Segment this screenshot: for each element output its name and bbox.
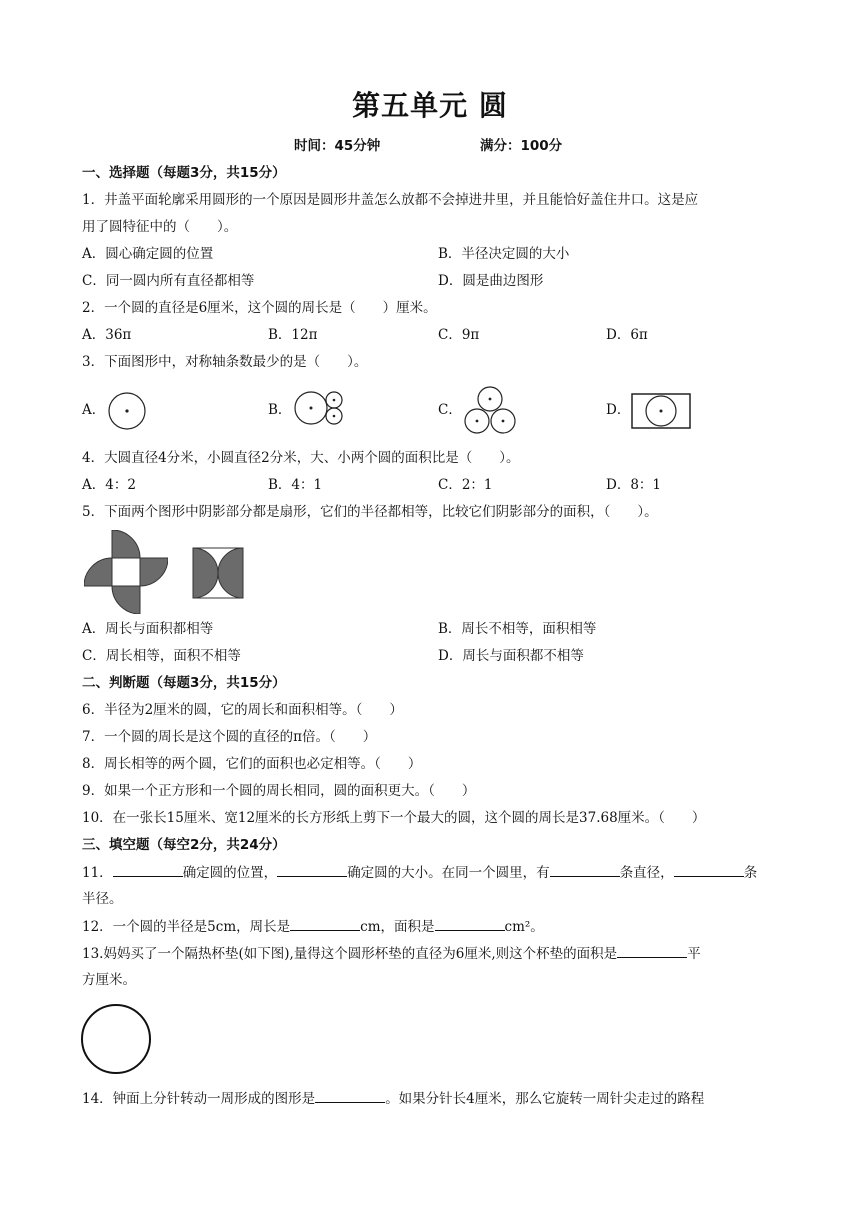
page-title: 第五单元 圆: [352, 89, 508, 122]
q5-option-b: B．周长不相等，面积相等: [438, 621, 597, 637]
q12: [82, 916, 544, 937]
answer-blank[interactable]: [674, 862, 744, 877]
q2-option-d: D．6π: [606, 327, 648, 343]
q3-option-b: B．: [268, 402, 292, 418]
q11-text-4: 条: [743, 865, 758, 881]
q12-text-0: 12．一个圆的半径是5cm，周长是: [82, 919, 291, 935]
q13-line1: [82, 943, 701, 964]
q13-text-1: 平: [687, 946, 701, 962]
q1-option-c: C．同一圆内所有直径都相等: [82, 273, 255, 289]
answer-blank[interactable]: [617, 943, 687, 958]
q5-figure-square-half-circles: [190, 546, 246, 600]
q1-option-d: D．圆是曲边图形: [438, 273, 544, 289]
answer-blank[interactable]: [113, 862, 183, 877]
q1-stem-line1: 1．井盖平面轮廓采用圆形的一个原因是圆形井盖怎么放都不会掉进井里，并且能恰好盖住井口。这是应: [82, 192, 699, 208]
q12-text-1: cm，面积是: [360, 919, 435, 935]
q1-option-a: A．圆心确定圆的位置: [82, 246, 214, 262]
q2-option-c: C．9π: [438, 327, 480, 343]
q3-option-d: D．: [606, 402, 631, 418]
q13-figure-coaster-circle: [78, 1002, 154, 1076]
q11-text-2: 确定圆的大小。在同一个圆里，有: [347, 865, 550, 881]
q1-stem-line2: 用了圆特征中的（ ）。: [82, 219, 238, 235]
q11-text-3: 条直径，: [619, 865, 674, 881]
q2-stem: 2．一个圆的直径是6厘米，这个圆的周长是（ ）厘米。: [82, 300, 437, 316]
q4-option-c: C．2：1: [438, 477, 493, 493]
q1-option-b: B．半径决定圆的大小: [438, 246, 570, 262]
answer-blank[interactable]: [277, 862, 347, 877]
q8: 8．周长相等的两个圆，它们的面积也必定相等。（ ）: [82, 756, 422, 772]
q11-number: 11．: [82, 865, 113, 881]
section-judge-heading: 二、判断题（每题3分，共15分）: [82, 675, 286, 691]
full-score: 满分：100分: [480, 138, 563, 154]
q13-text-0: 13.妈妈买了一个隔热杯垫(如下图),量得这个圆形杯垫的直径为6厘米,则这个杯垫的面积是: [82, 946, 618, 962]
q2-option-a: A．36π: [82, 327, 132, 343]
section-choice-heading: 一、选择题（每题3分，共15分）: [82, 165, 286, 181]
q12-text-2: cm²。: [504, 919, 544, 935]
q3-figure-d-circle-in-rectangle: [630, 392, 692, 430]
answer-blank[interactable]: [290, 916, 360, 931]
q5-option-c: C．周长相等，面积不相等: [82, 648, 241, 664]
q2-option-b: B．12π: [268, 327, 318, 343]
q3-stem: 3．下面图形中，对称轴条数最少的是（ ）。: [82, 354, 368, 370]
answer-blank[interactable]: [435, 916, 505, 931]
q13-line2: 方厘米。: [82, 972, 136, 988]
q3-figure-c-triangle-circles: [462, 384, 518, 436]
q5-option-d: D．周长与面积都不相等: [438, 648, 584, 664]
q11-line1: [82, 862, 757, 883]
q14-text-0: 14．钟面上分针转动一周形成的图形是: [82, 1091, 316, 1107]
q7: 7．一个圆的周长是这个圆的直径的π倍。（ ）: [82, 729, 377, 745]
q4-option-a: A．4：2: [82, 477, 136, 493]
q5-stem: 5．下面两个图形中阴影部分都是扇形，它们的半径都相等，比较它们阴影部分的面积，（ ）。: [82, 504, 658, 520]
q3-figure-b-three-circles: [292, 388, 348, 432]
q14-text-1: 。如果分针长4厘米，那么它旋转一周针尖走过的路程: [385, 1091, 705, 1107]
q5-figure-pinwheel-sectors: [84, 530, 168, 614]
q4-option-d: D．8：1: [606, 477, 662, 493]
time-limit: 时间：45分钟: [294, 138, 381, 154]
answer-blank[interactable]: [550, 862, 620, 877]
q3-option-a: A．: [82, 402, 106, 418]
q3-figure-a-single-circle: [106, 390, 148, 432]
q11-text-1: 确定圆的位置，: [182, 865, 278, 881]
answer-blank[interactable]: [315, 1088, 385, 1103]
q4-option-b: B．4：1: [268, 477, 323, 493]
q6: 6．半径为2厘米的圆，它的周长和面积相等。（ ）: [82, 702, 403, 718]
q9: 9．如果一个正方形和一个圆的周长相同，圆的面积更大。（ ）: [82, 783, 476, 799]
q4-stem: 4．大圆直径4分米，小圆直径2分米，大、小两个圆的面积比是（ ）。: [82, 450, 520, 466]
section-fill-heading: 三、填空题（每空2分，共24分）: [82, 837, 286, 853]
q5-option-a: A．周长与面积都相等: [82, 621, 214, 637]
q3-option-c: C．: [438, 402, 462, 418]
q11-line2: 半径。: [82, 891, 123, 907]
q10: 10．在一张长15厘米、宽12厘米的长方形纸上剪下一个最大的圆，这个圆的周长是37.68厘米。（ ）: [82, 810, 706, 826]
q14-line1: [82, 1088, 704, 1109]
